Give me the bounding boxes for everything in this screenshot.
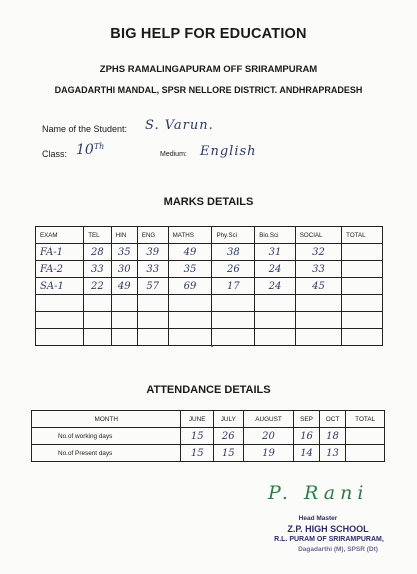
marks-cell: 45 — [295, 278, 341, 295]
marks-row — [36, 312, 383, 329]
attendance-header-cell: TOTAL — [346, 411, 385, 428]
attendance-cell: 26 — [213, 428, 243, 445]
class-number: 10 — [76, 142, 94, 158]
attendance-header-cell: AUGUST — [243, 411, 294, 428]
marks-cell — [111, 329, 137, 346]
medium-label: Medium: — [160, 151, 187, 158]
marks-cell — [295, 329, 341, 346]
attendance-cell — [346, 428, 385, 445]
marks-cell — [255, 329, 296, 346]
marks-cell — [111, 312, 137, 329]
marks-cell: 33 — [84, 261, 111, 278]
marks-cell — [36, 312, 84, 329]
marks-cell: 33 — [295, 261, 341, 278]
marks-cell — [342, 329, 383, 346]
marks-cell: 33 — [137, 261, 168, 278]
marks-row — [36, 329, 383, 346]
marks-cell: 17 — [212, 278, 255, 295]
attendance-cell: 15 — [181, 445, 214, 462]
attendance-header-cell: SEP — [294, 411, 319, 428]
marks-cell: 38 — [212, 244, 255, 261]
marks-cell — [137, 329, 168, 346]
marks-cell — [342, 295, 383, 312]
marks-cell: 30 — [111, 261, 137, 278]
marks-cell: 49 — [168, 244, 212, 261]
marks-header-cell: ENG — [137, 227, 168, 244]
medium-value: English — [200, 144, 257, 159]
attendance-cell: 15 — [181, 428, 214, 445]
marks-header-cell: Phy.Sci — [212, 227, 255, 244]
class-value — [76, 142, 104, 158]
marks-header-cell: EXAM — [36, 227, 84, 244]
attendance-cell: 19 — [243, 445, 294, 462]
stamp-district: Dagadarthi (M), SPSR (Dt) — [298, 546, 378, 553]
attendance-cell: 13 — [319, 445, 346, 462]
attendance-cell: 15 — [213, 445, 243, 462]
marks-cell: 28 — [84, 244, 111, 261]
marks-row — [36, 295, 383, 312]
student-name-label: Name of the Student: — [42, 124, 128, 134]
attendance-header-cell: JULY — [213, 411, 243, 428]
marks-cell — [36, 295, 84, 312]
attendance-heading: ATTENDANCE DETAILS — [146, 384, 271, 396]
marks-cell: 57 — [137, 278, 168, 295]
marks-cell — [212, 312, 255, 329]
marks-header-cell: HIN — [111, 227, 137, 244]
marks-row — [36, 278, 383, 295]
marks-cell: 35 — [168, 261, 212, 278]
marks-cell: 69 — [168, 278, 212, 295]
marks-cell — [168, 329, 212, 346]
attendance-body — [32, 428, 385, 462]
attendance-header-row — [32, 411, 385, 428]
attendance-cell: 20 — [243, 428, 294, 445]
school-address: DAGADARTHI MANDAL, SPSR NELLORE DISTRICT. ANDHRAPRADESH — [54, 85, 363, 95]
marks-table — [35, 226, 383, 346]
marks-cell — [84, 295, 111, 312]
marks-cell — [295, 312, 341, 329]
marks-cell — [255, 295, 296, 312]
marks-cell — [212, 329, 255, 346]
marks-cell: 24 — [255, 261, 296, 278]
headmaster-signature: P. Rani — [268, 482, 369, 504]
marks-row — [36, 261, 383, 278]
attendance-cell: 16 — [294, 428, 319, 445]
marks-header-row — [36, 227, 383, 244]
marks-cell — [36, 329, 84, 346]
marks-cell — [295, 295, 341, 312]
marks-header-cell: TOTAL — [342, 227, 383, 244]
class-suffix: Th — [93, 142, 105, 151]
marks-cell: 35 — [111, 244, 137, 261]
marks-header-cell: TEL — [84, 227, 111, 244]
marks-cell: 39 — [137, 244, 168, 261]
marks-cell — [84, 329, 111, 346]
stamp-role: Head Master — [298, 515, 338, 522]
marks-row — [36, 244, 383, 261]
school-name: ZPHS RAMALINGAPURAM OFF SRIRAMPURAM — [99, 64, 318, 75]
marks-heading: MARKS DETAILS — [163, 196, 254, 208]
marks-cell — [342, 278, 383, 295]
attendance-row — [32, 428, 385, 445]
attendance-cell: No.of Present days — [32, 445, 181, 462]
marks-body — [36, 244, 383, 346]
stamp-school: Z.P. HIGH SCHOOL — [287, 524, 369, 534]
marks-cell — [168, 312, 212, 329]
attendance-row — [32, 445, 385, 462]
marks-header-cell: Bio.Sci — [255, 227, 296, 244]
marks-cell: 26 — [212, 261, 255, 278]
marks-cell — [342, 244, 383, 261]
attendance-cell — [346, 445, 385, 462]
attendance-header-cell: JUNE — [181, 411, 214, 428]
marks-header-cell: SOCIAL — [295, 227, 341, 244]
attendance-cell: 18 — [319, 428, 346, 445]
stamp-place: R.L. PURAM OF SRIRAMPURAM, — [274, 536, 384, 543]
attendance-table — [31, 410, 385, 462]
marks-cell: 22 — [84, 278, 111, 295]
marks-cell: 31 — [255, 244, 296, 261]
attendance-header-cell: OCT — [319, 411, 346, 428]
marks-cell — [111, 295, 137, 312]
attendance-cell: 14 — [294, 445, 319, 462]
page-title: BIG HELP FOR EDUCATION — [110, 26, 307, 42]
marks-cell — [255, 312, 296, 329]
marks-cell — [137, 295, 168, 312]
marks-cell: 32 — [295, 244, 341, 261]
marks-cell — [84, 312, 111, 329]
marks-cell: 24 — [255, 278, 296, 295]
marks-cell — [212, 295, 255, 312]
marks-cell: FA-1 — [36, 244, 84, 261]
marks-header-cell: MATHS — [168, 227, 212, 244]
marks-cell: FA-2 — [36, 261, 84, 278]
marks-cell — [168, 295, 212, 312]
marks-cell: 49 — [111, 278, 137, 295]
class-label: Class: — [42, 149, 68, 159]
student-name-value: S. Varun. — [145, 118, 214, 133]
attendance-header-cell: MONTH — [32, 411, 181, 428]
marks-cell — [342, 261, 383, 278]
marks-cell — [342, 312, 383, 329]
attendance-cell: No.of working days — [32, 428, 181, 445]
marks-cell: SA-1 — [36, 278, 84, 295]
marks-cell — [137, 312, 168, 329]
stray-mark — [211, 345, 213, 347]
